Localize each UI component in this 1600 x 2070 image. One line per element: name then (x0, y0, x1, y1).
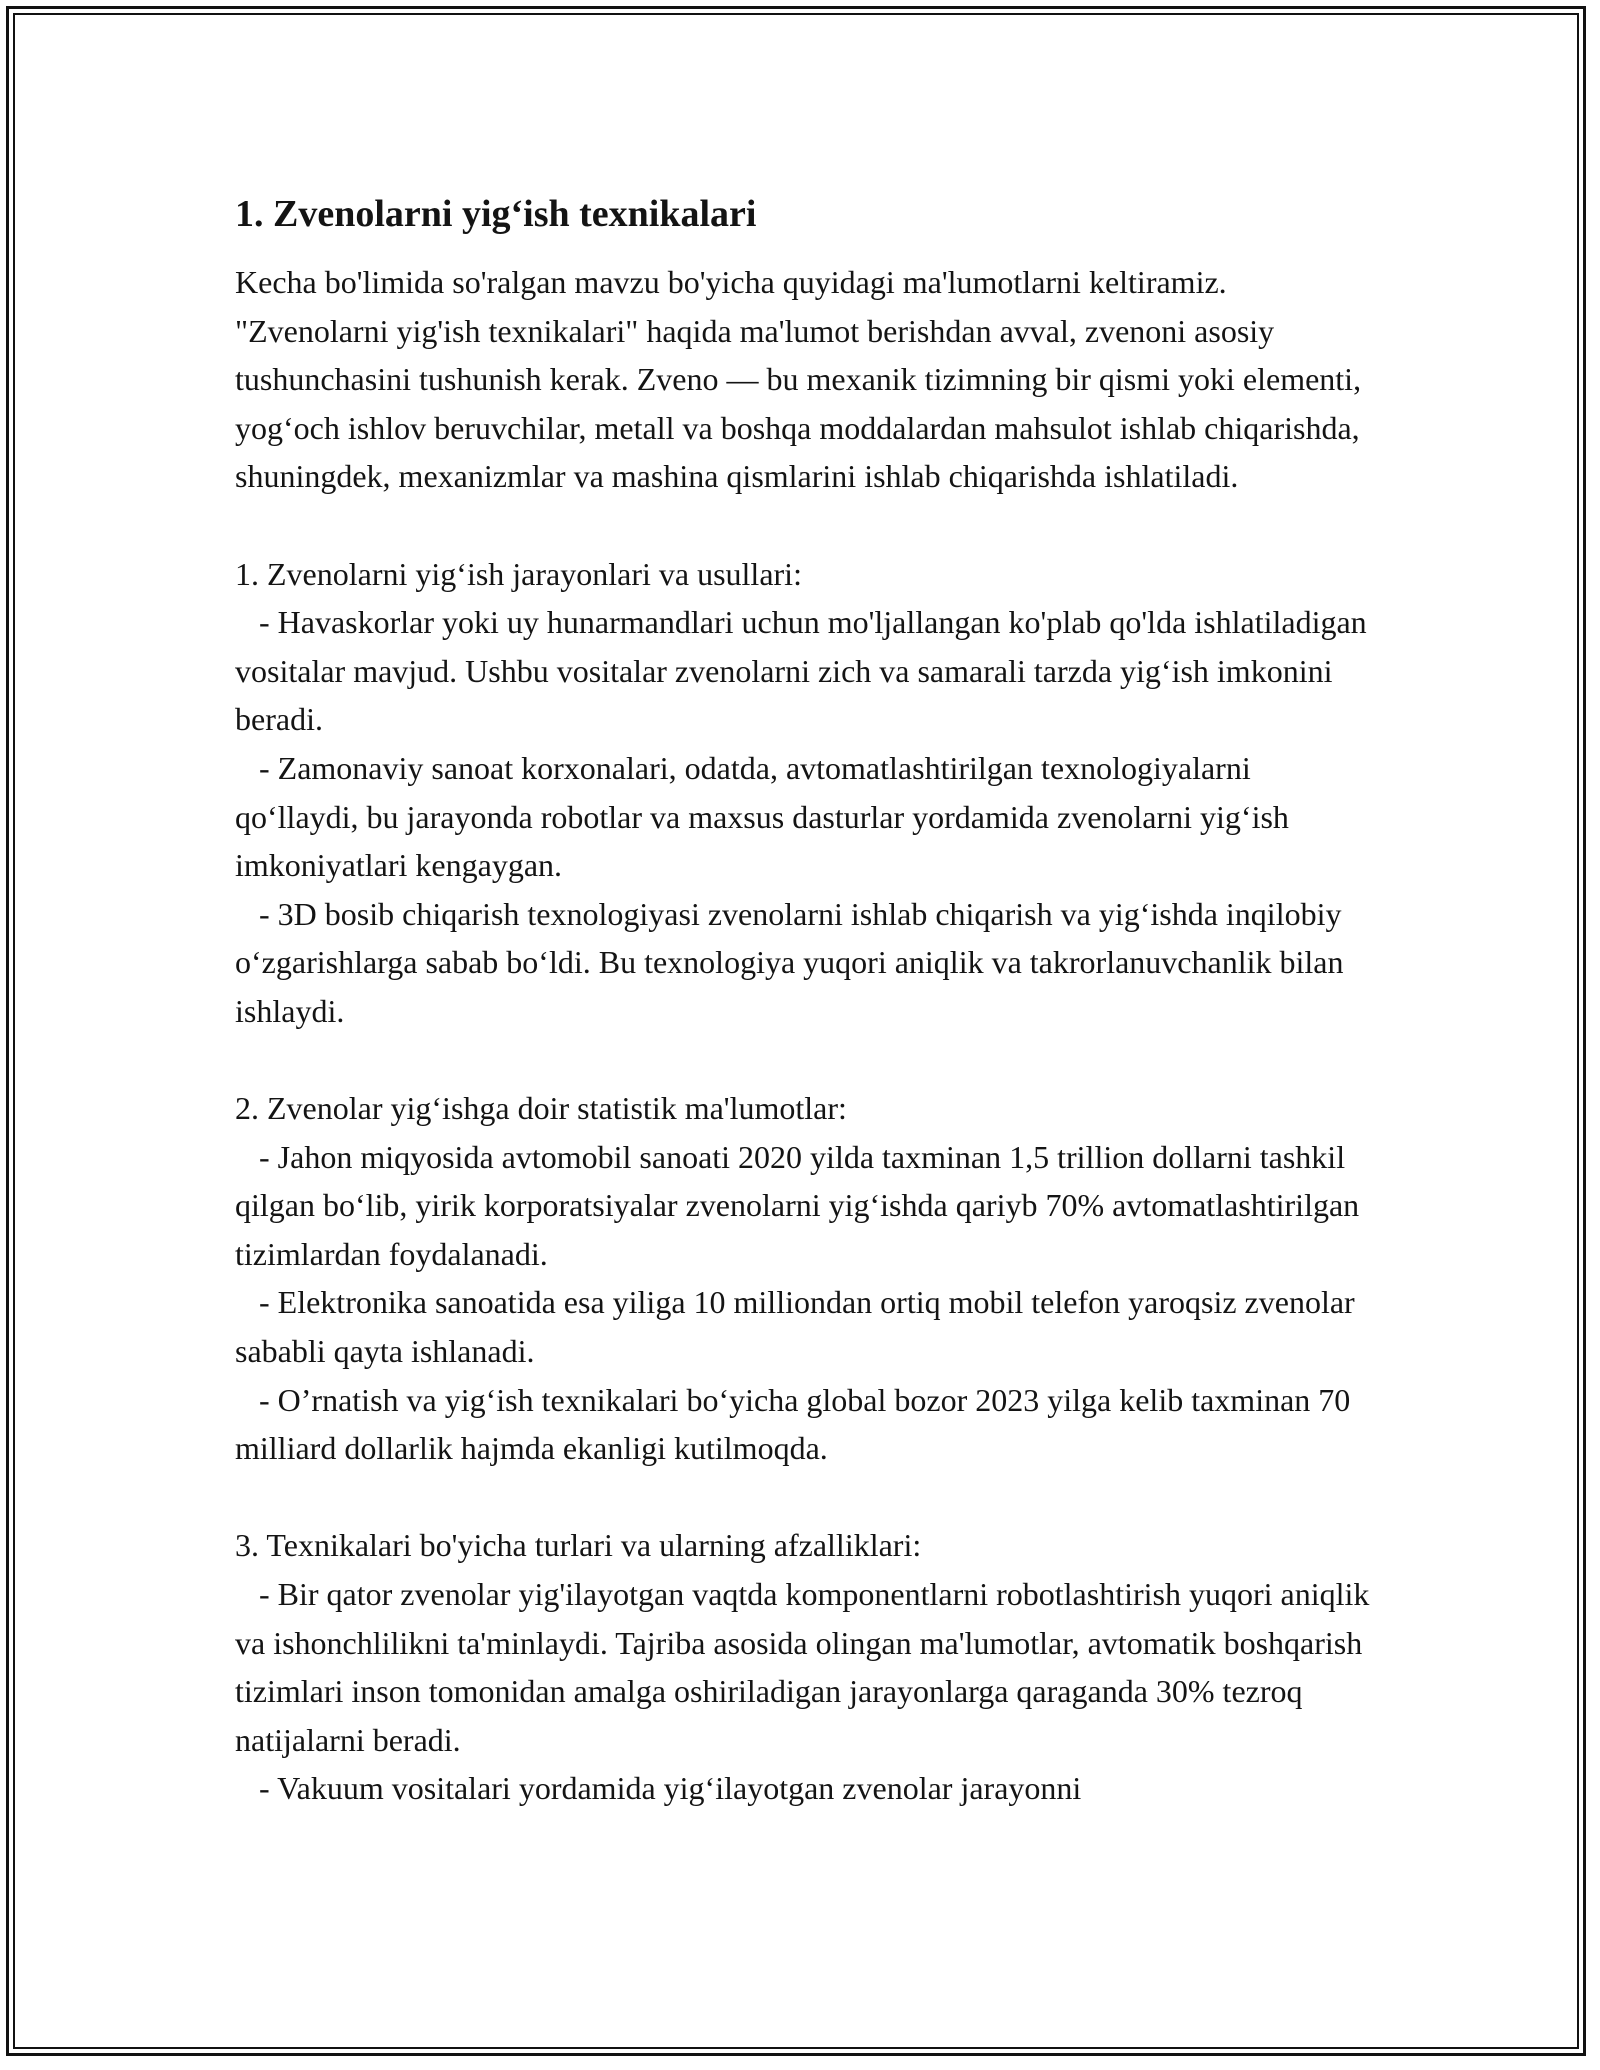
document-title: 1. Zvenolarni yig‘ish texnikalari (235, 193, 757, 235)
list-item: - Havaskorlar yoki uy hunarmandlari uchun mo'ljallangan ko'plab qo'lda ishlatiladigan vositalar mavjud. Ushbu vositalar zvenolarni zich va samarali tarzda yig‘ish imkonini beradi. (235, 604, 1375, 738)
section-statistics (235, 1084, 1375, 1473)
section-heading: 1. Zvenolarni yig‘ish jarayonlari va usullari: (235, 555, 802, 592)
list-item: - 3D bosib chiqarish texnologiyasi zvenolarni ishlab chiqarish va yig‘ishda inqilobiy o‘zgarishlarga sabab bo‘ldi. Bu texnologiya yuqori aniqlik va takrorlanuvchanlik bilan ishlaydi. (235, 895, 1352, 1029)
document-body (235, 186, 1378, 1813)
list-item: - O’rnatish va yig‘ish texnikalari bo‘yicha global bozor 2023 yilga kelib taxminan 70 milliard dollarlik hajmda ekanligi kutilmoqda. (235, 1381, 1359, 1467)
section-technique-types (235, 1521, 1378, 1813)
list-item: - Bir qator zvenolar yig'ilayotgan vaqtda komponentlarni robotlashtirish yuqori aniqlik va ishonchlilikni ta'minlaydi. Tajriba asosida olingan ma'lumotlar, avtomatik boshqarish tizimlari inson tomonidan amalga oshiriladigan jarayonlarga qaraganda 30% tezroq natijalarni beradi. (235, 1576, 1378, 1758)
section-heading: 3. Texnikalari bo'yicha turlari va ularning afzalliklari: (235, 1527, 922, 1564)
list-item: - Jahon miqyosida avtomobil sanoati 2020 yilda taxminan 1,5 trillion dollarni tashkil qilgan bo‘lib, yirik korporatsiyalar zvenolarni yig‘ishda qariyb 70% avtomatlashtirilgan tizimlardan foydalanadi. (235, 1138, 1368, 1272)
list-item: - Zamonaviy sanoat korxonalari, odatda, avtomatlashtirilgan texnologiyalarni qo‘llaydi, bu jarayonda robotlar va maxsus dasturlar yordamida zvenolarni yig‘ish imkoniyatlari kengaygan. (235, 749, 1297, 884)
intro-paragraph: Kecha bo'limida so'ralgan mavzu bo'yicha quyidagi ma'lumotlarni keltiramiz. "Zvenolarni yig'ish texnikalari" haqida ma'lumot berishdan avval, zvenoni asosiy tushunchasini tushunish kerak. Zveno — bu mexanik tizimning bir qismi yoki elementi, yog‘och ishlov beruvchilar, metall va boshqa moddalardan mahsulot ishlab chiqarishda, shuningdek, mexanizmlar va mashina qismlarini ishlab chiqarishda ishlatiladi. (235, 264, 1362, 495)
section-assembly-processes (235, 550, 1375, 1036)
section-heading: 2. Zvenolar yig‘ishga doir statistik ma'lumotlar: (235, 1090, 847, 1127)
list-item: - Elektronika sanoatida esa yiliga 10 milliondan ortiq mobil telefon yaroqsiz zvenolar sababli qayta ishlanadi. (235, 1284, 1363, 1370)
list-item: - Vakuum vositalari yordamida yig‘ilayotgan zvenolar jarayonni (235, 1770, 1082, 1807)
